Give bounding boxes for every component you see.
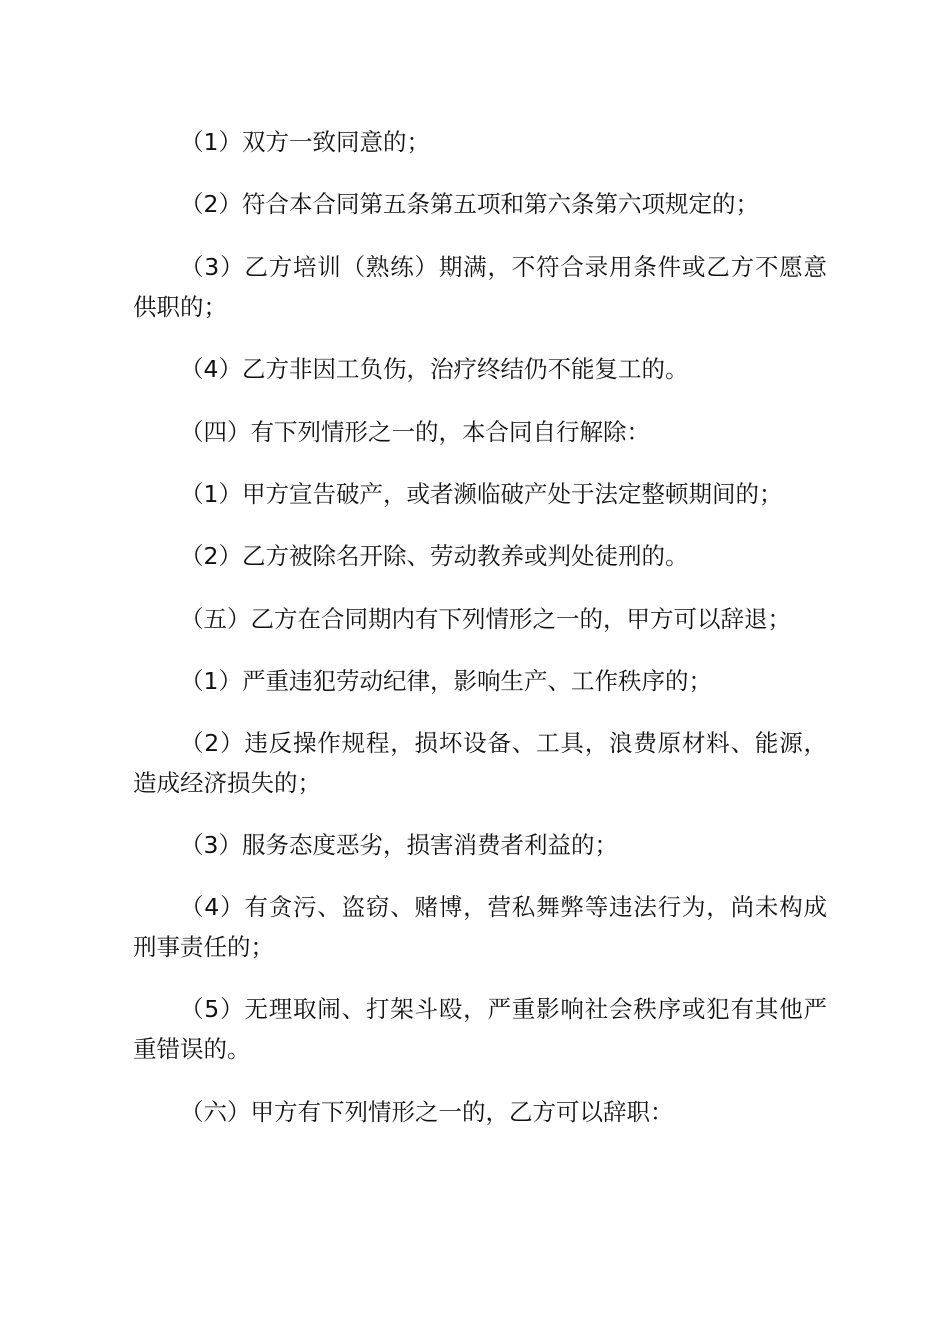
paragraph-2: （2）符合本合同第五条第五项和第六条第六项规定的； bbox=[180, 190, 759, 218]
paragraph-8: （五）乙方在合同期内有下列情形之一的，甲方可以辞退； bbox=[180, 605, 791, 633]
paragraph-14: （六）甲方有下列情形之一的，乙方可以辞职： bbox=[180, 1098, 674, 1126]
paragraph-7: （2）乙方被除名开除、劳动教养或判处徒刑的。 bbox=[180, 542, 689, 570]
paragraph-10: （2）违反操作规程，损坏设备、工具，浪费原材料、能源，造成经济损失的； bbox=[133, 729, 827, 797]
paragraph-12: （4）有贪污、盗窃、赌博，营私舞弊等违法行为，尚未构成刑事责任的； bbox=[133, 893, 827, 961]
paragraph-9: （1）严重违犯劳动纪律，影响生产、工作秩序的； bbox=[180, 667, 712, 695]
paragraph-4: （4）乙方非因工负伤，治疗终结仍不能复工的。 bbox=[180, 355, 689, 383]
paragraph-3: （3）乙方培训（熟练）期满，不符合录用条件或乙方不愿意供职的； bbox=[133, 253, 827, 321]
paragraph-1: （1）双方一致同意的； bbox=[180, 128, 430, 156]
paragraph-5: （四）有下列情形之一的，本合同自行解除： bbox=[180, 418, 650, 446]
paragraph-11: （3）服务态度恶劣，损害消费者利益的； bbox=[180, 831, 618, 859]
paragraph-13: （5）无理取闹、打架斗殴，严重影响社会秩序或犯有其他严重错误的。 bbox=[133, 995, 827, 1063]
paragraph-6: （1）甲方宣告破产，或者濒临破产处于法定整顿期间的； bbox=[180, 480, 783, 508]
